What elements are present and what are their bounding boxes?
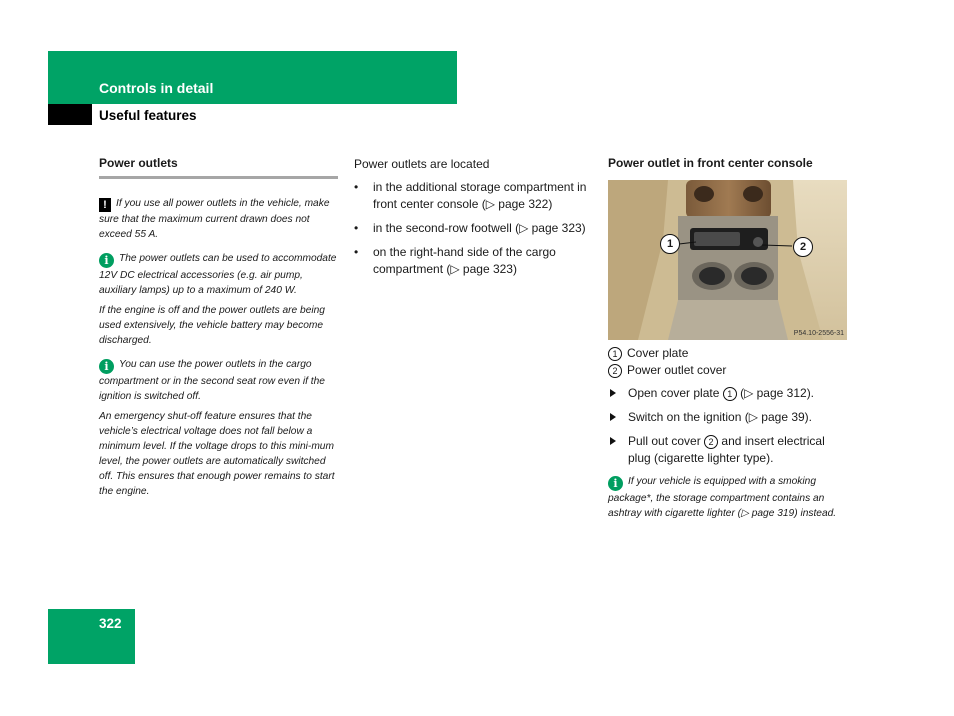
step-item	[608, 385, 848, 402]
power-outlets-heading: Power outlets	[99, 156, 178, 170]
list-item	[354, 179, 594, 213]
step-text: Open cover plate	[628, 386, 720, 400]
header-marker	[48, 104, 92, 125]
step-item	[608, 409, 848, 426]
info-icon: i	[99, 359, 114, 374]
list-item	[354, 244, 594, 278]
info-text-1: The power outlets can be used to accommodate 12V DC electrical accessories (e.g. air pump, auxiliary lamps) up to a maximum of 240 W.	[99, 253, 337, 296]
section-subtitle: Useful features	[99, 108, 197, 123]
inline-number: 2	[704, 435, 718, 449]
legend-text: Cover plate	[627, 346, 689, 360]
middle-column	[354, 156, 594, 285]
bullet-icon: •	[354, 245, 359, 259]
legend-number: 1	[608, 347, 622, 361]
list-item-text: in the additional storage compartment in front center console (▷ page 322)	[373, 180, 587, 211]
instruction-steps	[608, 385, 848, 467]
left-column	[99, 156, 338, 499]
info-icon: i	[99, 253, 114, 268]
warning-note	[99, 196, 338, 242]
console-outlet-heading: Power outlet in front center console	[608, 156, 813, 170]
step-text: Pull out cover	[628, 434, 701, 448]
list-item	[354, 220, 594, 237]
info-note-1	[99, 251, 338, 298]
callout-1: 1	[660, 234, 680, 254]
locations-intro: Power outlets are located	[354, 157, 490, 171]
section-title: Controls in detail	[99, 80, 214, 96]
photo-reference: P54.10-2556-31	[793, 330, 844, 337]
list-item-text: in the second-row footwell (▷ page 323)	[373, 221, 586, 235]
right-column	[608, 156, 848, 521]
info-note-2	[99, 357, 338, 404]
bullet-triangle-icon	[610, 437, 616, 445]
header-band	[48, 51, 457, 104]
legend-item	[608, 362, 848, 379]
info-note-3	[608, 474, 848, 521]
step-text: (▷ page 312).	[740, 386, 815, 400]
callout-2: 2	[793, 237, 813, 257]
locations-list	[354, 179, 594, 278]
shutoff-paragraph: An emergency shut-off feature ensures that the vehicle’s electrical voltage does not fall below a minimum level. If the voltage drops to this mini-mum level, the power outlets are automatically switched off. This ensures that enough power remains to start the engine.	[99, 411, 335, 497]
warning-text: If you use all power outlets in the vehicle, make sure that the maximum current drawn does not exceed 55 A.	[99, 198, 330, 240]
info-text-3: If your vehicle is equipped with a smoking package*, the storage compartment contains an ashtray with cigarette lighter (▷ page 319) instead.	[608, 476, 837, 519]
bullet-icon: •	[354, 180, 359, 194]
info-text-2: You can use the power outlets in the cargo compartment or in the second seat row even if the ignition is switched off.	[99, 359, 325, 402]
bullet-triangle-icon	[610, 413, 616, 421]
step-item	[608, 433, 848, 467]
page-number-tab	[48, 609, 135, 664]
heading-rule	[99, 176, 338, 179]
info-icon: i	[608, 476, 623, 491]
bullet-icon: •	[354, 221, 359, 235]
inline-number: 1	[723, 387, 737, 401]
console-illustration	[608, 180, 847, 340]
center-console-photo	[608, 180, 847, 340]
legend-text: Power outlet cover	[627, 363, 727, 377]
step-text: Switch on the ignition (▷ page 39).	[628, 410, 813, 424]
battery-paragraph: If the engine is off and the power outlets are being used extensively, the vehicle battery may become discharged.	[99, 305, 325, 346]
list-item-text: on the right-hand side of the cargo compartment (▷ page 323)	[373, 245, 556, 276]
photo-legend	[608, 345, 848, 379]
bullet-triangle-icon	[610, 389, 616, 397]
step-text: and insert electrical plug (cigarette lighter type).	[628, 434, 825, 465]
legend-item	[608, 345, 848, 362]
warning-icon: !	[99, 198, 111, 212]
legend-number: 2	[608, 364, 622, 378]
page-number: 322	[99, 616, 122, 631]
